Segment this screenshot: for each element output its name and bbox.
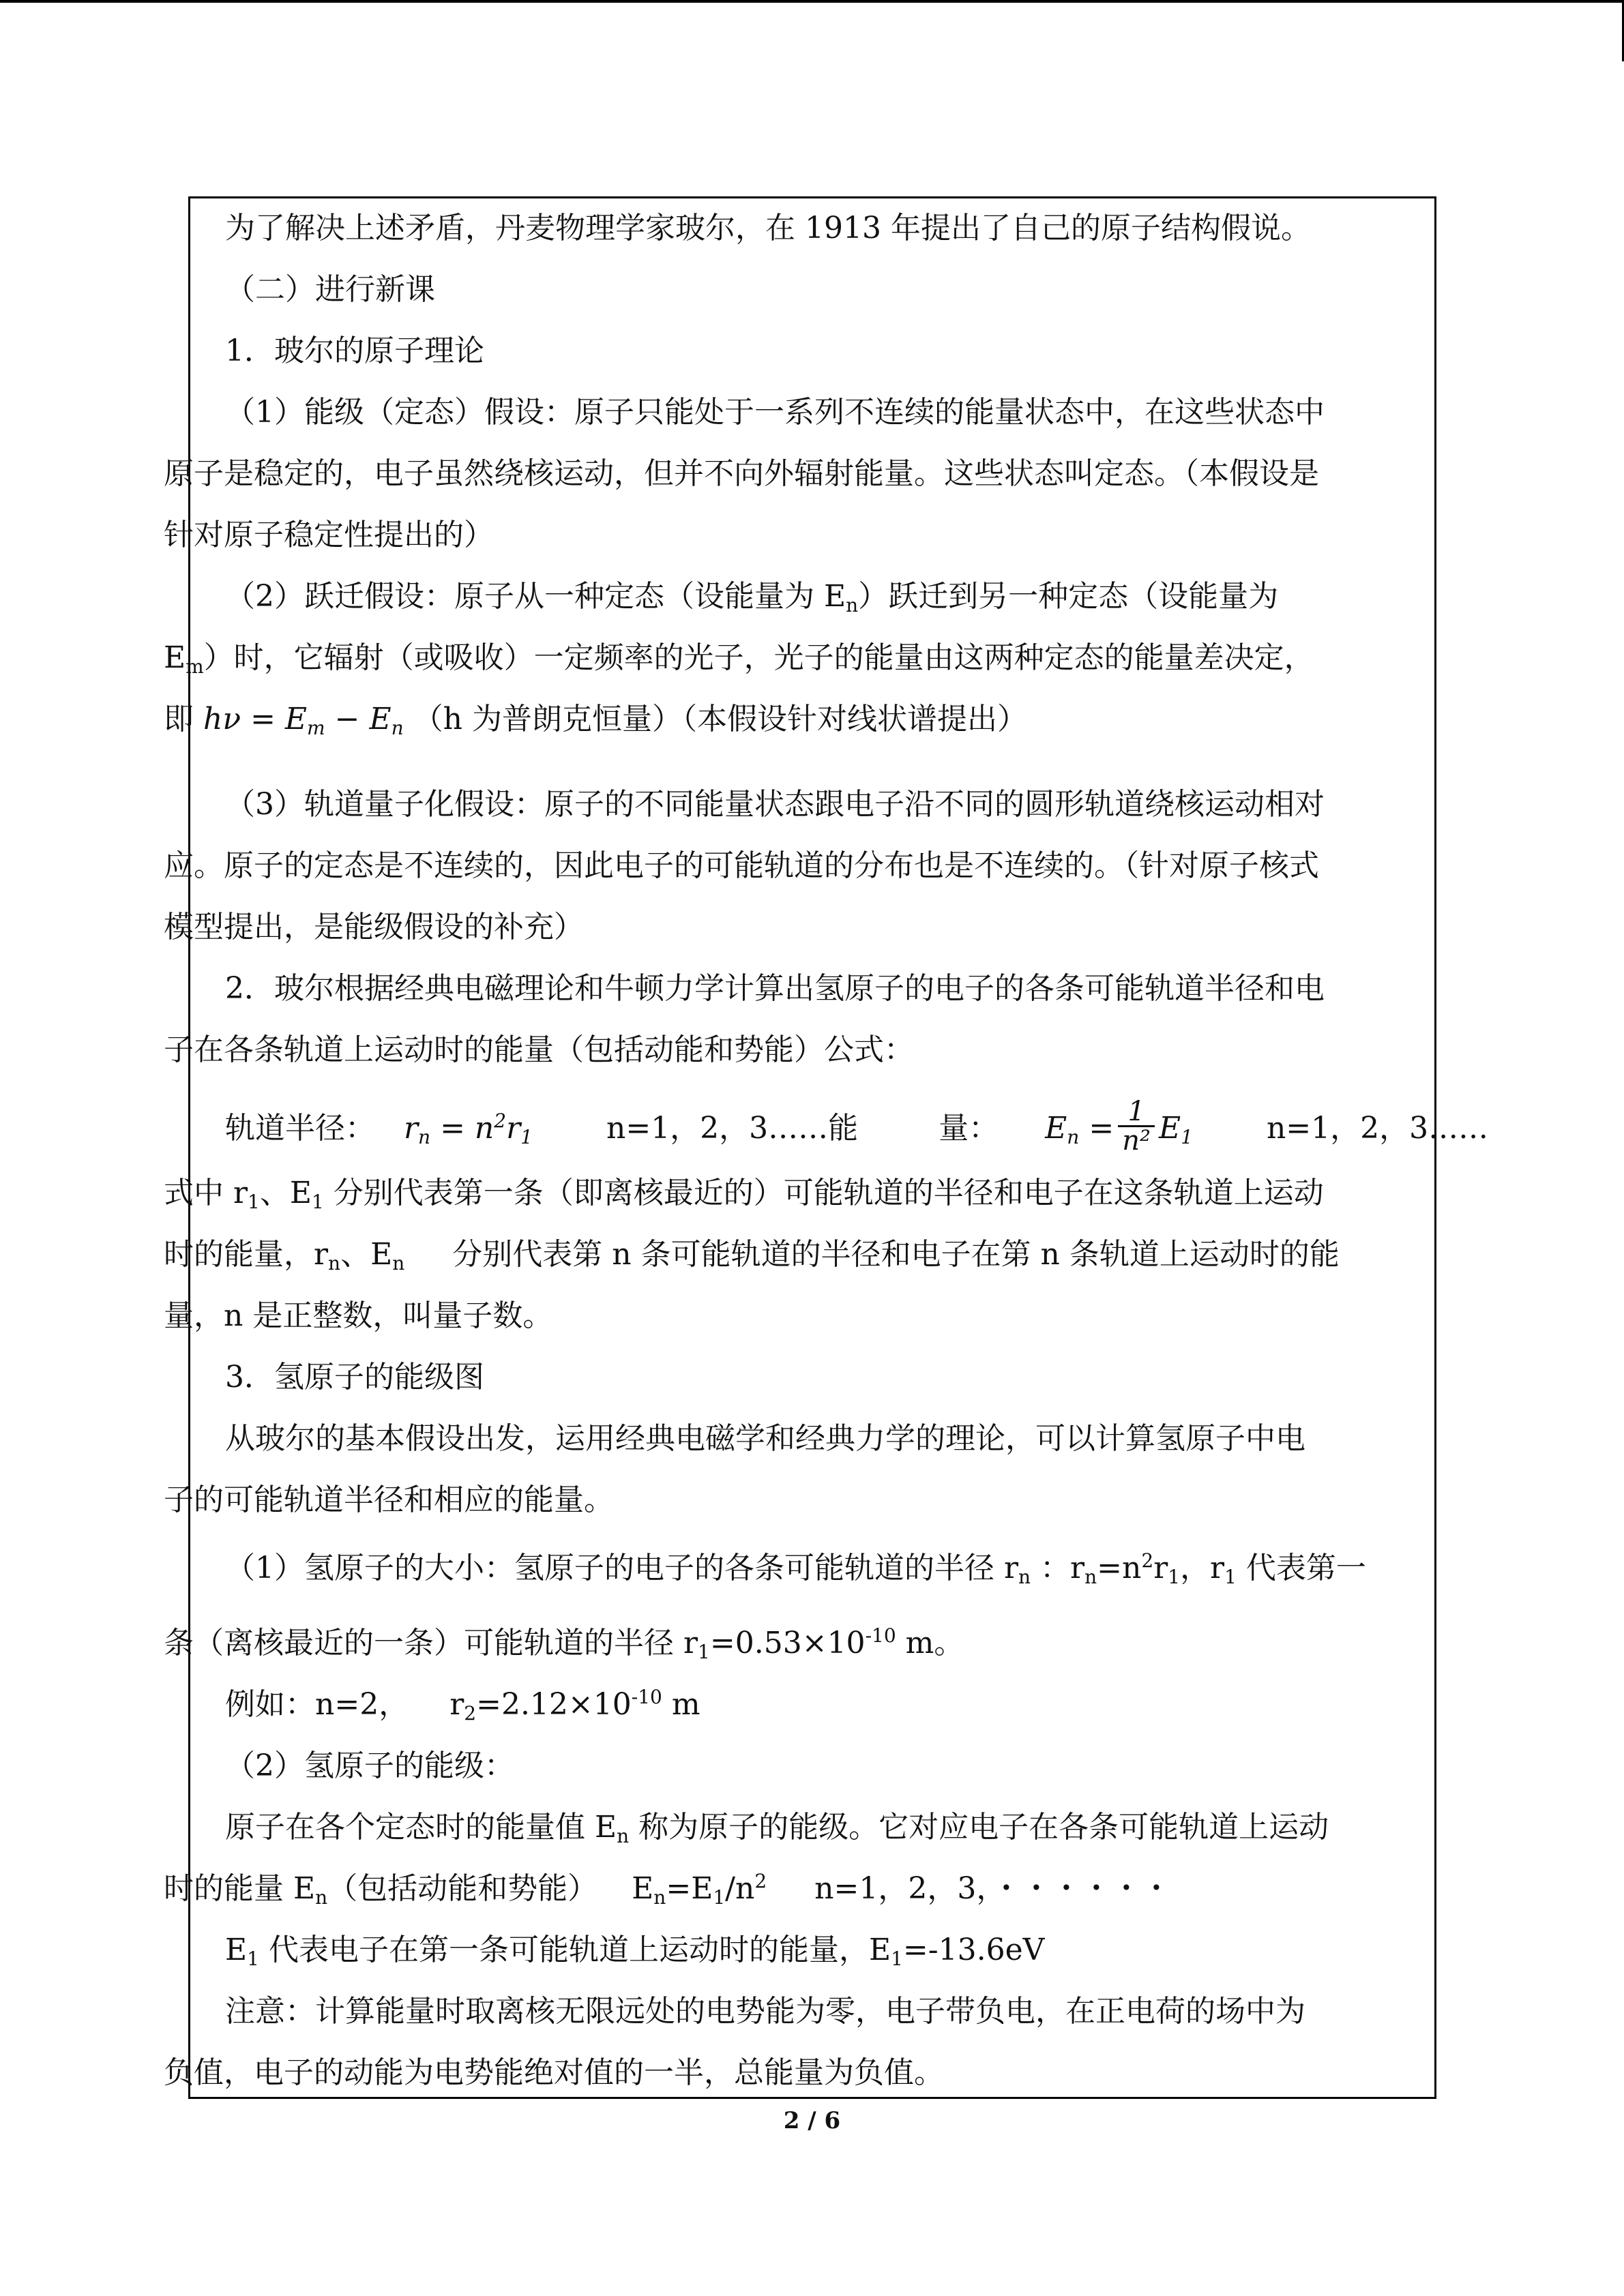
energy-level-line-2: 时的能量 $E_n$（包括动能和势能） $E_n=E_1/n^2$ n=1，2，3，・・・・・・ <box>164 1870 1172 1909</box>
formula-explanation-line-3: 量，n 是正整数，叫量子数。 <box>164 1298 553 1333</box>
note-line-1: 注意：计算能量时取离核无限远处的电势能为零，电子带负电，在正电荷的场中为 <box>225 1994 1305 2029</box>
intro-paragraph: 为了解决上述矛盾，丹麦物理学家玻尔，在 1913 年提出了自己的原子结构假说。 <box>225 211 1311 245</box>
energy-range: n=1，2，3…… <box>1266 1111 1489 1146</box>
heading-bohr-theory: 1．玻尔的原子理论 <box>225 333 484 368</box>
ground-state-energy: $E_1$ 代表电子在第一条可能轨道上运动时的能量，$E_1=-13.6eV$ <box>225 1933 1045 1970</box>
atom-size-line-2: 条（离核最近的一条）可能轨道的半径 $r_1=0.53\times 10^{-10}$ m。 <box>164 1624 964 1663</box>
radius-example: 例如：n=2， $r_2=2.12\times 10^{-10}$ m <box>225 1686 700 1725</box>
energy-diagram-intro-line-1: 从玻尔的基本假设出发，运用经典电磁学和经典力学的理论，可以计算氢原子中电 <box>225 1421 1305 1456</box>
heading-energy-diagram: 3．氢原子的能级图 <box>225 1360 484 1395</box>
section-title: （二）进行新课 <box>225 272 435 307</box>
transition-hypothesis-line-1: （2）跃迁假设：原子从一种定态（设能量为 $E_n$）跃迁到另一种定态（设能量为 <box>225 579 1279 616</box>
radius-range: n=1，2，3……能 <box>606 1111 859 1146</box>
energy-label: 量： <box>939 1111 999 1146</box>
energy-formula: $E_n$ = $\frac{1}{\text{n²}}$ $E_1$ <box>1045 1096 1193 1157</box>
energy-level-hypothesis-line-3: 针对原子稳定性提出的） <box>164 518 494 552</box>
energy-level-subtitle: （2）氢原子的能级： <box>225 1748 514 1783</box>
formula-explanation-line-2: 时的能量，$r_n$、$E_n$ 分别代表第 n 条可能轨道的半径和电子在第 n 条轨道上运动时的能 <box>164 1237 1340 1274</box>
atom-size-line-1: （1）氢原子的大小：氢原子的电子的各条可能轨道的半径 $r_n$ ：$r_n=n^2r_1$，$r_1$ 代表第一 <box>225 1549 1366 1588</box>
photon-energy-formula: $h\nu = E_m - E_n$ <box>203 702 404 739</box>
top-border-line <box>0 0 1624 3</box>
formula-line <box>225 1096 1489 1157</box>
page-number: 2 / 6 <box>783 2107 841 2134</box>
energy-level-line-1: 原子在各个定态时的能量值 $E_n$ 称为原子的能级。它对应电子在各条可能轨道上运动 <box>225 1810 1329 1847</box>
orbit-quantization-line-3: 模型提出，是能级假设的补充） <box>164 910 584 944</box>
heading-bohr-calculation-line-2: 子在各条轨道上运动时的能量（包括动能和势能）公式： <box>164 1032 914 1067</box>
radius-label: 轨道半径： <box>225 1111 375 1146</box>
note-line-2: 负值，电子的动能为电势能绝对值的一半，总能量为负值。 <box>164 2055 944 2090</box>
energy-level-hypothesis-line-2: 原子是稳定的，电子虽然绕核运动，但并不向外辐射能量。这些状态叫定态。（本假设是 <box>164 456 1319 491</box>
radius-formula: $r_n = n^2r_1$ <box>404 1109 533 1148</box>
energy-diagram-intro-line-2: 子的可能轨道半径和相应的能量。 <box>164 1482 614 1517</box>
transition-hypothesis-line-2: $E_m$）时，它辐射（或吸收）一定频率的光子，光子的能量由这两种定态的能量差决定， <box>164 640 1314 678</box>
transition-hypothesis-line-3: 即 $h\nu = E_m - E_n$ （h 为普朗克恒量）（本假设针对线状谱提出） <box>164 702 1027 739</box>
formula-explanation-line-1: 式中 $r_1$、$E_1$ 分别代表第一条（即离核最近的）可能轨道的半径和电子在这条轨道上运动 <box>164 1176 1324 1213</box>
energy-level-hypothesis-line-1: （1）能级（定态）假设：原子只能处于一系列不连续的能量状态中，在这些状态中 <box>225 395 1325 430</box>
heading-bohr-calculation-line-1: 2．玻尔根据经典电磁理论和牛顿力学计算出氢原子的电子的各条可能轨道半径和电 <box>225 971 1325 1006</box>
orbit-quantization-line-2: 应。原子的定态是不连续的，因此电子的可能轨道的分布也是不连续的。（针对原子核式 <box>164 848 1319 883</box>
orbit-quantization-line-1: （3）轨道量子化假设：原子的不同能量状态跟电子沿不同的圆形轨道绕核运动相对 <box>225 787 1325 822</box>
